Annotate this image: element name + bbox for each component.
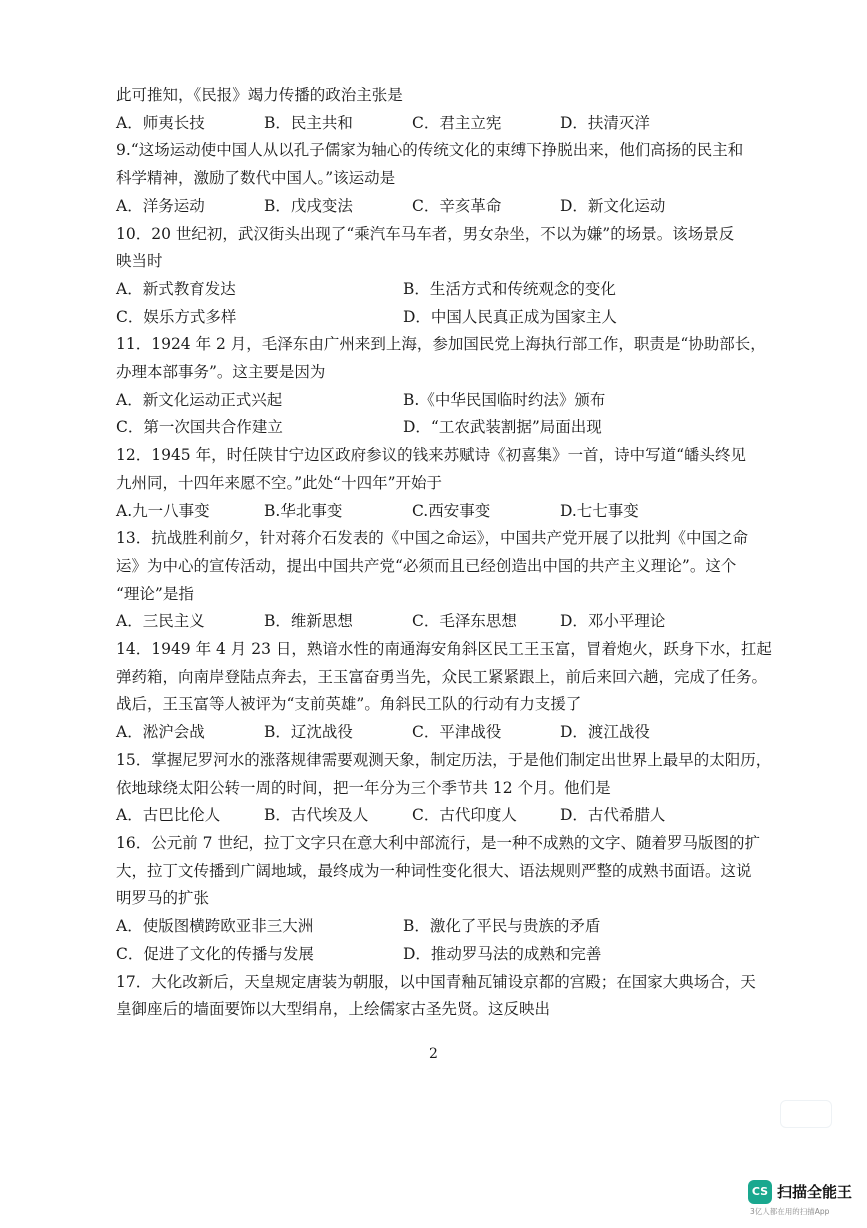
- options-row: [116, 913, 766, 941]
- option-a: A．古巴比伦人: [116, 806, 221, 825]
- options-row: [116, 193, 766, 221]
- camscanner-logo-icon: CS: [748, 1180, 772, 1204]
- option-a: A．使版图横跨欧亚非三大洲: [116, 917, 314, 936]
- question-stem-line: 九州同，十四年来愿不空。”此处“十四年”开始于: [116, 473, 443, 492]
- question-12: [116, 442, 766, 525]
- option-c: C．促进了文化的传播与发展: [116, 944, 314, 963]
- question-stem-line: 科学精神，激励了数代中国人。”该运动是: [116, 169, 396, 188]
- option-b: B．辽沈战役: [264, 723, 353, 742]
- option-b: B．生活方式和传统观念的变化: [403, 279, 616, 298]
- option-b: B．维新思想: [264, 612, 353, 631]
- option-c: C．第一次国共合作建立: [116, 418, 283, 437]
- option-b: B.《中华民国临时约法》颁布: [403, 390, 606, 409]
- option-c: C．君主立宪: [412, 113, 502, 132]
- faint-watermark: [780, 1100, 832, 1128]
- option-a: A．新文化运动正式兴起: [116, 390, 283, 409]
- scanner-app-name: 扫描全能王: [777, 1183, 853, 1201]
- option-d: D．渡江战役: [560, 723, 650, 742]
- option-a: A．淞沪会战: [116, 723, 205, 742]
- question-14: [116, 636, 772, 747]
- option-b: B．古代埃及人: [264, 806, 369, 825]
- option-d: D．新文化运动: [560, 196, 666, 215]
- option-d: D.七七事变: [560, 501, 639, 520]
- options-row: [116, 387, 766, 415]
- options-row: [116, 802, 766, 830]
- option-a: A．师夷长技: [116, 113, 205, 132]
- question-stem-line: 9.“这场运动使中国人从以孔子儒家为轴心的传统文化的束缚下挣脱出来，他们高扬的民主和: [116, 141, 744, 160]
- question-stem-line: 皇御座后的墙面要饰以大型绢帛，上绘儒家古圣先贤。这反映出: [116, 1000, 551, 1019]
- question-stem-line: 大，拉丁文传播到广阔地域，最终成为一种词性变化很大、语法规则严整的成熟书面语。这说: [116, 861, 752, 880]
- question-stem-line: 10．20 世纪初，武汉街头出现了“乘汽车马车者，男女杂坐，不以为嫌”的场景。该场景反: [116, 224, 735, 243]
- question-15: [116, 747, 772, 830]
- question-stem-line: 弹药箱，向南岸登陆点奔去，王玉富奋勇当先，众民工紧紧跟上，前后来回六趟，完成了任务。: [116, 667, 768, 686]
- option-c: C．毛泽东思想: [412, 612, 517, 631]
- question-stem-line: 16．公元前 7 世纪，拉丁文字只在意大利中部流行，是一种不成熟的文字、随着罗马版图的扩: [116, 833, 760, 852]
- question-stem-line: 映当时: [116, 252, 163, 271]
- option-d: D．邓小平理论: [560, 612, 666, 631]
- option-b: B.华北事变: [264, 501, 343, 520]
- question-stem-line: 11．1924 年 2 月，毛泽东由广州来到上海，参加国民党上海执行部工作，职责是“协助部长，: [116, 335, 766, 354]
- option-b: B．民主共和: [264, 113, 353, 132]
- option-c: C.西安事变: [412, 501, 491, 520]
- question-stem-line: 依地球绕太阳公转一周的时间，把一年分为三个季节共 12 个月。他们是: [116, 778, 611, 797]
- option-c: C．娱乐方式多样: [116, 307, 237, 326]
- options-row: [116, 608, 766, 636]
- option-a: A．三民主义: [116, 612, 205, 631]
- option-a: A．洋务运动: [116, 196, 205, 215]
- page-number: 2: [429, 1046, 438, 1062]
- question-stem-line: 此可推知，《民报》竭力传播的政治主张是: [116, 86, 403, 104]
- options-row: [116, 304, 766, 332]
- options-row: [116, 276, 766, 304]
- option-d: D．“工农武装割据”局面出现: [403, 418, 602, 437]
- question-stem-line: 14．1949 年 4 月 23 日，熟谙水性的南通海安角斜区民工王玉富，冒着炮火，跃身下水，扛起: [116, 640, 772, 659]
- question-9: [116, 137, 766, 220]
- options-row: [116, 414, 766, 442]
- question-stem-line: 明罗马的扩张: [116, 889, 210, 908]
- option-c: C．平津战役: [412, 723, 502, 742]
- question-10: [116, 221, 766, 332]
- option-d: D．推动罗马法的成熟和完善: [403, 944, 602, 963]
- question-13: [116, 525, 766, 636]
- options-row: [116, 941, 766, 969]
- options-row: [116, 498, 766, 526]
- option-d: D．中国人民真正成为国家主人: [403, 307, 617, 326]
- option-a: A．新式教育发达: [116, 279, 236, 298]
- question-stem-line: “理论”是指: [116, 584, 194, 603]
- options-row: [116, 719, 766, 747]
- scanner-app-tagline: 3亿人都在用的扫描App: [750, 1207, 830, 1216]
- question-stem-line: 12．1945 年，时任陕甘宁边区政府参议的钱来苏赋诗《初喜集》一首，诗中写道“皤头终见: [116, 446, 747, 465]
- question-16: [116, 830, 766, 969]
- option-a: A.九一八事变: [116, 501, 210, 520]
- option-b: B．戊戌变法: [264, 196, 353, 215]
- option-c: C．辛亥革命: [412, 196, 502, 215]
- question-stem-line: 13．抗战胜利前夕，针对蒋介石发表的《中国之命运》，中国共产党开展了以批判《中国之命: [116, 529, 748, 548]
- exam-page: [116, 82, 772, 1024]
- option-d: D．古代希腊人: [560, 806, 666, 825]
- question-stem-line: 战后，王玉富等人被评为“支前英雄”。角斜民工队的行动有力支援了: [116, 695, 582, 714]
- question-8: [116, 82, 766, 137]
- question-11: [116, 331, 766, 442]
- question-stem-line: 15．掌握尼罗河水的涨落规律需要观测天象，制定历法，于是他们制定出世界上最早的太阳历，: [116, 750, 772, 769]
- question-stem-line: 17．大化改新后，天皇规定唐装为朝服，以中国青釉瓦铺设京都的宫殿；在国家大典场合，天: [116, 972, 756, 991]
- option-c: C．古代印度人: [412, 806, 517, 825]
- option-d: D．扶清灭洋: [560, 113, 650, 132]
- question-stem-line: 办理本部事务”。这主要是因为: [116, 363, 326, 382]
- scanner-app-badge: [748, 1178, 856, 1222]
- options-row: [116, 110, 766, 138]
- option-b: B．激化了平民与贵族的矛盾: [403, 917, 601, 936]
- question-17: [116, 969, 766, 1024]
- question-stem-line: 运》为中心的宣传活动，提出中国共产党“必须而且已经创造出中国的共产主义理论”。这个: [116, 556, 737, 575]
